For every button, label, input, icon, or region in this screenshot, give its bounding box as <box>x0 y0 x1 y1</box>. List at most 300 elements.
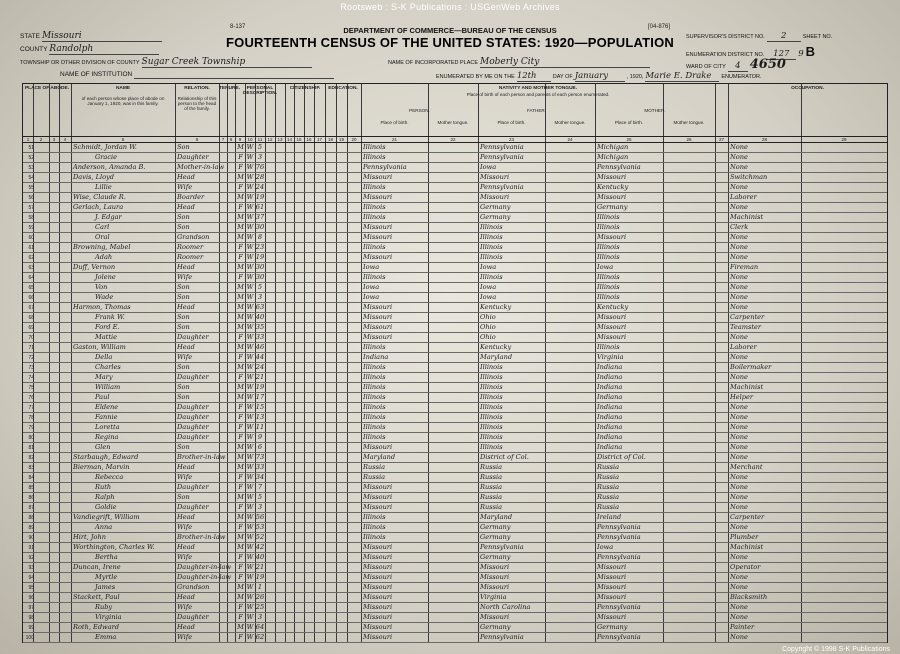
column-group-2: NAME <box>115 86 131 91</box>
occupation: None <box>730 202 748 211</box>
birthplace-person: Missouri <box>363 542 393 551</box>
relation: Son <box>177 142 190 151</box>
sex: M <box>237 592 244 601</box>
sex: M <box>237 452 244 461</box>
column-rule <box>49 84 50 642</box>
line-number: 67 <box>28 304 34 311</box>
relation: Head <box>177 262 195 271</box>
age: 33 <box>255 332 265 341</box>
occupation: Plumber <box>730 532 759 541</box>
birthplace-person: Illinois <box>363 362 386 371</box>
sex: F <box>238 332 243 341</box>
birthplace-mother: Missouri <box>597 192 627 201</box>
relation: Wife <box>177 522 193 531</box>
birthplace-mother: Pennsylvania <box>597 522 641 531</box>
column-number: 28 <box>761 136 767 142</box>
birthplace-mother: Michigan <box>597 142 629 151</box>
birthplace-father: Pennsylvania <box>480 632 524 641</box>
relation: Son <box>177 312 190 321</box>
person-name: Oral <box>95 232 110 241</box>
occupation: None <box>730 442 748 451</box>
sex: F <box>238 402 243 411</box>
line-number: 78 <box>28 414 34 421</box>
line-number: 85 <box>28 484 34 491</box>
birthplace-mother: Kentucky <box>597 182 629 191</box>
line-number: 63 <box>28 264 34 271</box>
birthplace-person: Missouri <box>363 612 393 621</box>
relation: Roomer <box>177 242 204 251</box>
occupation: None <box>730 602 748 611</box>
race: W <box>246 562 254 571</box>
occupation: Switchman <box>730 172 768 181</box>
birthplace-person: Missouri <box>363 582 393 591</box>
occupation: Blacksmith <box>730 592 768 601</box>
enumerated-field <box>436 71 762 82</box>
person-name: Stackett, Paul <box>73 592 120 601</box>
birthplace-father: Illinois <box>480 442 503 451</box>
race: W <box>246 462 254 471</box>
person-name: Gracie <box>95 152 118 161</box>
sex: M <box>237 362 244 371</box>
column-subhead: PERSON. <box>409 108 430 113</box>
race: W <box>246 222 254 231</box>
age: 5 <box>257 492 263 501</box>
sex: F <box>238 552 243 561</box>
race: W <box>246 432 254 441</box>
sex: F <box>238 482 243 491</box>
occupation: None <box>730 522 748 531</box>
relation: Daughter-in-law <box>177 562 232 571</box>
race: W <box>246 502 254 511</box>
occupation: Machinist <box>730 542 764 551</box>
occupation: None <box>730 332 748 341</box>
column-rule <box>71 84 72 642</box>
relation: Wife <box>177 632 193 641</box>
column-subhead: Mother tongue. <box>673 120 705 125</box>
age: 53 <box>255 522 265 531</box>
occupation: None <box>730 422 748 431</box>
column-number: 2 <box>39 136 43 142</box>
birthplace-father: District of Col. <box>480 452 529 461</box>
line-number: 64 <box>28 274 34 281</box>
line-number: 55 <box>28 184 34 191</box>
race: W <box>246 162 254 171</box>
birthplace-father: Russia <box>480 482 503 491</box>
age: 8 <box>257 232 263 241</box>
birthplace-father: Germany <box>480 622 511 631</box>
ward-no: 4 <box>728 61 748 72</box>
person-name: Charles <box>95 362 121 371</box>
birthplace-mother: Ireland <box>597 512 622 521</box>
age: 6 <box>257 442 263 451</box>
column-rule <box>325 84 326 642</box>
age: 34 <box>255 472 265 481</box>
line-number: 92 <box>28 554 34 561</box>
birthplace-father: Missouri <box>480 612 510 621</box>
birthplace-mother: Illinois <box>597 242 620 251</box>
person-name: Gerlach, Laura <box>73 202 124 211</box>
line-number: 60 <box>28 234 34 241</box>
column-number: 16 <box>306 136 312 142</box>
age: 19 <box>255 192 265 201</box>
relation: Head <box>177 462 195 471</box>
column-rule <box>227 84 228 642</box>
birthplace-person: Missouri <box>363 302 393 311</box>
race: W <box>246 522 254 531</box>
sex: M <box>237 582 244 591</box>
person-name: Gaston, William <box>73 342 126 351</box>
column-group-6: CITIZENSHIP. <box>289 86 321 91</box>
census-table <box>22 83 888 643</box>
person-name: J. Edgar <box>95 212 122 221</box>
birthplace-father: Germany <box>480 532 511 541</box>
occupation: None <box>730 282 748 291</box>
birthplace-person: Missouri <box>363 632 393 641</box>
column-rule <box>663 84 664 642</box>
sex: M <box>237 392 244 401</box>
sex: M <box>237 532 244 541</box>
sex: F <box>238 272 243 281</box>
occupation: Boilermaker <box>730 362 772 371</box>
birthplace-person: Russia <box>363 462 386 471</box>
occupation: Machinist <box>730 212 764 221</box>
occupation: Carpenter <box>730 512 765 521</box>
race: W <box>246 372 254 381</box>
person-name: Harmon, Thomas <box>73 302 131 311</box>
sex: M <box>237 442 244 451</box>
relation: Wife <box>177 602 193 611</box>
birthplace-mother: Russia <box>597 462 620 471</box>
race: W <box>246 302 254 311</box>
occupation: None <box>730 302 748 311</box>
age: 24 <box>255 182 265 191</box>
column-number: 8 <box>229 136 233 142</box>
occupation: None <box>730 182 748 191</box>
person-name: Glen <box>95 442 111 451</box>
birthplace-person: Illinois <box>363 182 386 191</box>
ward-label: WARD OF CITY <box>686 64 726 70</box>
column-subhead: MOTHER. <box>644 108 666 113</box>
birthplace-father: Russia <box>480 492 503 501</box>
column-number: 15 <box>296 136 302 142</box>
line-number: 54 <box>28 174 34 181</box>
race: W <box>246 262 254 271</box>
relation: Son <box>177 322 190 331</box>
column-number: 29 <box>841 136 847 142</box>
birthplace-mother: Missouri <box>597 232 627 241</box>
birthplace-person: Iowa <box>363 282 380 291</box>
person-name: Emma <box>95 632 117 641</box>
occupation: Teamster <box>730 322 762 331</box>
occupation: None <box>730 372 748 381</box>
relation: Daughter <box>177 612 209 621</box>
sex: M <box>237 342 244 351</box>
sex: F <box>238 502 243 511</box>
birthplace-person: Missouri <box>363 592 393 601</box>
birthplace-person: Illinois <box>363 202 386 211</box>
occupation: Merchant <box>730 462 763 471</box>
birthplace-person: Missouri <box>363 172 393 181</box>
relation: Son <box>177 382 190 391</box>
birthplace-mother: Indiana <box>597 422 623 431</box>
age: 33 <box>255 462 265 471</box>
birthplace-father: Russia <box>480 462 503 471</box>
person-name: Schmidt, Jordan W. <box>73 142 137 151</box>
sex: F <box>238 562 243 571</box>
line-number: 80 <box>28 434 34 441</box>
age: 17 <box>255 392 265 401</box>
race: W <box>246 512 254 521</box>
birthplace-person: Missouri <box>363 622 393 631</box>
age: 11 <box>255 422 265 431</box>
sex: M <box>237 322 244 331</box>
sex: M <box>237 312 244 321</box>
column-rule <box>478 84 479 642</box>
birthplace-person: Illinois <box>363 212 386 221</box>
relation: Son <box>177 392 190 401</box>
column-number: 24 <box>567 136 573 142</box>
relation: Head <box>177 172 195 181</box>
birthplace-father: Iowa <box>480 282 497 291</box>
column-number: 27 <box>718 136 724 142</box>
column-rule <box>59 84 60 642</box>
race: W <box>246 142 254 151</box>
birthplace-mother: Indiana <box>597 442 623 451</box>
state-value: Missouri <box>42 31 162 42</box>
column-subhead: Place of birth of each person and parents of each person enumerated. <box>466 92 610 97</box>
line-number: 72 <box>28 354 34 361</box>
sex: F <box>238 602 243 611</box>
county-field <box>20 44 159 55</box>
person-name: Goldie <box>95 502 117 511</box>
race: W <box>246 252 254 261</box>
line-number: 91 <box>28 544 34 551</box>
person-name: Rebecca <box>95 472 124 481</box>
race: W <box>246 412 254 421</box>
race: W <box>246 482 254 491</box>
birthplace-father: Illinois <box>480 402 503 411</box>
birthplace-person: Illinois <box>363 392 386 401</box>
race: W <box>246 472 254 481</box>
birthplace-person: Missouri <box>363 252 393 261</box>
column-number: 14 <box>286 136 292 142</box>
form-code: [04-876] <box>648 24 671 30</box>
birthplace-father: Illinois <box>480 242 503 251</box>
sex: F <box>238 472 243 481</box>
birthplace-father: Illinois <box>480 412 503 421</box>
column-number: 23 <box>508 136 514 142</box>
line-number: 70 <box>28 334 34 341</box>
occupation: Carpenter <box>730 312 765 321</box>
column-group-8: NATIVITY AND MOTHER TONGUE. <box>498 86 578 91</box>
relation: Head <box>177 202 195 211</box>
occupation: Fireman <box>730 262 759 271</box>
birthplace-person: Illinois <box>363 422 386 431</box>
birthplace-person: Missouri <box>363 222 393 231</box>
birthplace-father: Illinois <box>480 362 503 371</box>
township-field <box>20 57 312 68</box>
column-group-7: EDUCATION. <box>328 86 358 91</box>
sex: F <box>238 572 243 581</box>
age: 9 <box>257 432 263 441</box>
incorporated-field <box>388 57 650 68</box>
column-rule <box>428 84 429 642</box>
race: W <box>246 292 254 301</box>
birthplace-mother: Indiana <box>597 392 623 401</box>
sex: M <box>237 462 244 471</box>
race: W <box>246 622 254 631</box>
line-number: 90 <box>28 534 34 541</box>
sex: M <box>237 622 244 631</box>
birthplace-person: Illinois <box>363 242 386 251</box>
sex: M <box>237 172 244 181</box>
enum-month: January <box>575 71 625 82</box>
column-subhead: FATHER. <box>526 108 547 113</box>
relation: Daughter <box>177 432 209 441</box>
birthplace-person: Illinois <box>363 532 386 541</box>
birthplace-mother: Germany <box>597 202 628 211</box>
birthplace-father: Russia <box>480 472 503 481</box>
relation: Head <box>177 342 195 351</box>
birthplace-father: Illinois <box>480 222 503 231</box>
birthplace-father: Iowa <box>480 262 497 271</box>
column-number: 11 <box>257 136 263 142</box>
occupation: None <box>730 452 748 461</box>
occupation: None <box>730 402 748 411</box>
state-label: STATE <box>20 33 40 40</box>
column-rule <box>595 84 596 642</box>
occupation: Laborer <box>730 342 757 351</box>
occupation: None <box>730 272 748 281</box>
person-name: Adah <box>95 252 113 261</box>
race: W <box>246 232 254 241</box>
age: 19 <box>255 252 265 261</box>
person-name: James <box>95 582 116 591</box>
occupation: None <box>730 502 748 511</box>
occupation: None <box>730 252 748 261</box>
person-name: Jolene <box>95 272 116 281</box>
person-name: Regina <box>95 432 119 441</box>
census-title: FOURTEENTH CENSUS OF THE UNITED STATES: 1920—POPULATION <box>226 35 674 50</box>
race: W <box>246 282 254 291</box>
age: 44 <box>255 352 265 361</box>
occupation: None <box>730 292 748 301</box>
occupation: None <box>730 152 748 161</box>
person-name: Worthington, Charles W. <box>73 542 155 551</box>
birthplace-mother: Illinois <box>597 252 620 261</box>
column-rule <box>314 84 315 642</box>
sex: M <box>237 282 244 291</box>
race: W <box>246 312 254 321</box>
age: 73 <box>255 452 265 461</box>
relation: Head <box>177 302 195 311</box>
person-name: Loretta <box>95 422 120 431</box>
race: W <box>246 172 254 181</box>
line-number: 93 <box>28 564 34 571</box>
race: W <box>246 362 254 371</box>
birthplace-person: Illinois <box>363 432 386 441</box>
birthplace-mother: Iowa <box>597 262 614 271</box>
line-number: 83 <box>28 464 34 471</box>
relation: Boarder <box>177 192 205 201</box>
line-number: 53 <box>28 164 34 171</box>
race: W <box>246 572 254 581</box>
line-number: 88 <box>28 514 34 521</box>
relation: Son <box>177 282 190 291</box>
age: 3 <box>257 612 263 621</box>
line-number: 86 <box>28 494 34 501</box>
birthplace-mother: Indiana <box>597 382 623 391</box>
occupation: None <box>730 162 748 171</box>
column-rule <box>175 84 176 642</box>
relation: Daughter <box>177 332 209 341</box>
birthplace-father: Germany <box>480 552 511 561</box>
birthplace-person: Illinois <box>363 382 386 391</box>
birthplace-father: Germany <box>480 212 511 221</box>
birthplace-father: Virginia <box>480 592 507 601</box>
age: 15 <box>255 402 265 411</box>
person-name: Mary <box>95 372 113 381</box>
birthplace-mother: Pennsylvania <box>597 632 641 641</box>
birthplace-mother: Missouri <box>597 332 627 341</box>
age: 76 <box>255 162 265 171</box>
department-heading: DEPARTMENT OF COMMERCE—BUREAU OF THE CENSUS <box>343 26 557 35</box>
sex: F <box>238 412 243 421</box>
sex: M <box>237 232 244 241</box>
age: 62 <box>255 632 265 641</box>
column-rule <box>275 84 276 642</box>
birthplace-father: Germany <box>480 522 511 531</box>
birthplace-mother: Russia <box>597 502 620 511</box>
column-rule <box>361 84 362 642</box>
sex: F <box>238 372 243 381</box>
age: 52 <box>255 532 265 541</box>
incorporated-value: Moberly City <box>480 57 650 68</box>
stamp-number: 4650 <box>749 57 786 72</box>
sex: M <box>237 492 244 501</box>
column-subhead: Mother tongue. <box>437 120 469 125</box>
birthplace-person: Missouri <box>363 312 393 321</box>
birthplace-father: Pennsylvania <box>480 142 524 151</box>
birthplace-person: Missouri <box>363 492 393 501</box>
age: 46 <box>255 342 265 351</box>
institution-label: NAME OF INSTITUTION <box>60 71 133 78</box>
sex: F <box>238 352 243 361</box>
birthplace-father: Missouri <box>480 562 510 571</box>
sex: F <box>238 242 243 251</box>
age: 37 <box>255 212 265 221</box>
relation: Grandson <box>177 232 210 241</box>
column-number: 22 <box>450 136 456 142</box>
institution-field <box>60 71 334 79</box>
sheet-label: SHEET NO. <box>802 34 833 40</box>
line-number: 59 <box>28 224 34 231</box>
age: 1 <box>257 582 263 591</box>
age: 56 <box>255 512 265 521</box>
person-name: Lillie <box>95 182 112 191</box>
occupation: None <box>730 142 748 151</box>
line-number: 61 <box>28 244 34 251</box>
person-name: Paul <box>95 392 110 401</box>
column-subhead: Relationship of this person to the head of the family. <box>177 96 217 111</box>
relation: Daughter <box>177 412 209 421</box>
birthplace-mother: Indiana <box>597 372 623 381</box>
relation: Son <box>177 292 190 301</box>
person-name: Carl <box>95 222 110 231</box>
relation: Wife <box>177 352 193 361</box>
state-field <box>20 31 162 42</box>
sex: F <box>238 182 243 191</box>
